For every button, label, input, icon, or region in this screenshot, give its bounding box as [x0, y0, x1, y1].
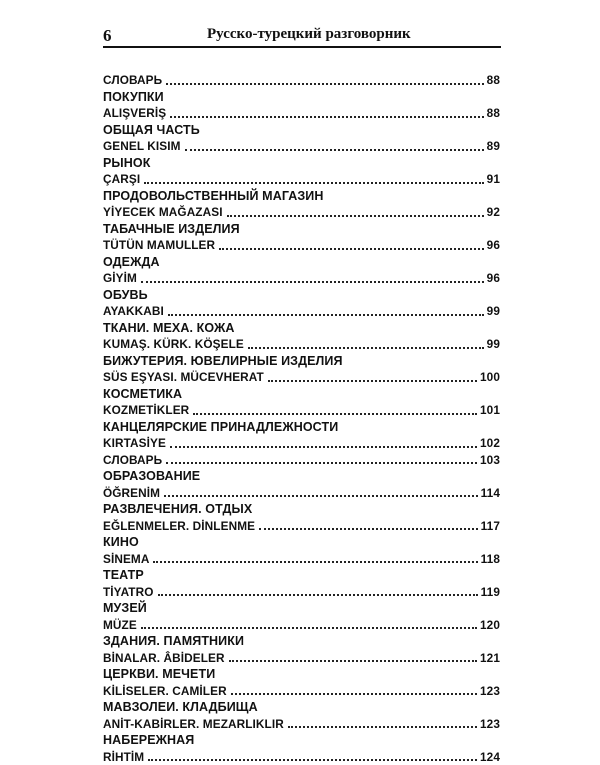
toc-entry-title: KİLİSELER. CAMİLER — [103, 683, 227, 700]
toc-section-heading: ТКАНИ. МЕХА. КОЖА — [103, 320, 500, 337]
toc-section-heading: ОБУВЬ — [103, 287, 500, 304]
toc-page-number: 117 — [481, 518, 500, 535]
toc-page-number: 100 — [480, 369, 500, 386]
toc-section-heading: РЫНОК — [103, 155, 500, 172]
toc-leader-line — [103, 518, 500, 535]
dot-leader — [288, 726, 477, 728]
toc-entry-title: СЛОВАРЬ — [103, 452, 162, 469]
toc-leader-line — [103, 237, 500, 254]
toc-page-number: 119 — [481, 584, 500, 601]
dot-leader — [229, 660, 477, 662]
toc-section-heading: КАНЦЕЛЯРСКИЕ ПРИНАДЛЕЖНОСТИ — [103, 419, 500, 436]
toc-section-heading: ПОКУПКИ — [103, 89, 500, 106]
toc-entry-title: ALIŞVERİŞ — [103, 105, 166, 122]
toc-entry-title: СЛОВАРЬ — [103, 72, 162, 89]
toc-page-number: 102 — [480, 435, 500, 452]
toc-page-number: 91 — [487, 171, 500, 188]
toc-entry-title: SİNEMA — [103, 551, 149, 568]
toc-entry — [103, 386, 500, 419]
toc-leader-line — [103, 369, 500, 386]
table-of-contents — [103, 72, 500, 765]
toc-page-number: 114 — [481, 485, 500, 502]
toc-entry-title: TİYATRO — [103, 584, 154, 601]
toc-entry-title: AYAKKABI — [103, 303, 164, 320]
dot-leader — [185, 149, 484, 151]
toc-entry-title: YİYECEK MAĞAZASI — [103, 204, 223, 221]
dot-leader — [144, 182, 483, 184]
toc-section-heading: ТЕАТР — [103, 567, 500, 584]
toc-entry — [103, 221, 500, 254]
toc-leader-line — [103, 452, 500, 469]
toc-page-number: 101 — [480, 402, 500, 419]
toc-entry-title: TÜTÜN MAMULLER — [103, 237, 215, 254]
toc-section-heading: НАБЕРЕЖНАЯ — [103, 732, 500, 749]
toc-page-number: 123 — [480, 716, 500, 733]
toc-page-number: 88 — [487, 105, 500, 122]
dot-leader — [164, 495, 478, 497]
toc-entry — [103, 534, 500, 567]
page-number: 6 — [103, 26, 112, 46]
dot-leader — [158, 594, 478, 596]
toc-entry-title: KOZMETİKLER — [103, 402, 189, 419]
toc-entry-title: KUMAŞ. KÜRK. KÖŞELE — [103, 336, 244, 353]
toc-page-number: 99 — [487, 336, 500, 353]
dot-leader — [170, 446, 477, 448]
toc-entry — [103, 452, 500, 469]
toc-section-heading: КОСМЕТИКА — [103, 386, 500, 403]
toc-leader-line — [103, 683, 500, 700]
toc-page-number: 124 — [480, 749, 500, 765]
dot-leader — [248, 347, 484, 349]
toc-leader-line — [103, 138, 500, 155]
toc-section-heading: РАЗВЛЕЧЕНИЯ. ОТДЫХ — [103, 501, 500, 518]
toc-page-number: 89 — [487, 138, 500, 155]
dot-leader — [141, 281, 484, 283]
toc-leader-line — [103, 617, 500, 634]
dot-leader — [148, 759, 477, 761]
toc-section-heading: ПРОДОВОЛЬСТВЕННЫЙ МАГАЗИН — [103, 188, 500, 205]
toc-leader-line — [103, 584, 500, 601]
toc-section-heading: ОБРАЗОВАНИЕ — [103, 468, 500, 485]
dot-leader — [168, 314, 484, 316]
toc-section-heading: ОБЩАЯ ЧАСТЬ — [103, 122, 500, 139]
toc-section-heading: ЗДАНИЯ. ПАМЯТНИКИ — [103, 633, 500, 650]
toc-entry — [103, 254, 500, 287]
toc-leader-line — [103, 204, 500, 221]
toc-entry — [103, 72, 500, 89]
dot-leader — [141, 627, 477, 629]
toc-entry — [103, 666, 500, 699]
dot-leader — [193, 413, 477, 415]
toc-entry-title: GENEL KISIM — [103, 138, 181, 155]
toc-leader-line — [103, 171, 500, 188]
toc-entry-title: ÇARŞI — [103, 171, 140, 188]
dot-leader — [231, 693, 477, 695]
toc-section-heading: МАВЗОЛЕИ. КЛАДБИЩА — [103, 699, 500, 716]
dot-leader — [170, 116, 483, 118]
toc-leader-line — [103, 435, 500, 452]
dot-leader — [219, 248, 484, 250]
toc-entry — [103, 732, 500, 765]
toc-entry — [103, 600, 500, 633]
toc-page-number: 96 — [487, 270, 500, 287]
toc-leader-line — [103, 749, 500, 765]
toc-entry — [103, 419, 500, 452]
toc-section-heading: МУЗЕЙ — [103, 600, 500, 617]
toc-leader-line — [103, 105, 500, 122]
toc-entry-title: KIRTASİYE — [103, 435, 166, 452]
page-header — [103, 24, 501, 48]
toc-section-heading: БИЖУТЕРИЯ. ЮВЕЛИРНЫЕ ИЗДЕЛИЯ — [103, 353, 500, 370]
toc-entry-title: GİYİM — [103, 270, 137, 287]
toc-leader-line — [103, 716, 500, 733]
toc-entry — [103, 122, 500, 155]
toc-page-number: 96 — [487, 237, 500, 254]
toc-entry — [103, 567, 500, 600]
toc-page-number: 120 — [480, 617, 500, 634]
toc-entry-title: ÖĞRENİM — [103, 485, 160, 502]
toc-entry — [103, 320, 500, 353]
toc-page-number: 88 — [487, 72, 500, 89]
toc-page-number: 103 — [480, 452, 500, 469]
toc-section-heading: ОДЕЖДА — [103, 254, 500, 271]
toc-page-number: 92 — [487, 204, 500, 221]
toc-entry — [103, 633, 500, 666]
toc-leader-line — [103, 336, 500, 353]
toc-leader-line — [103, 650, 500, 667]
toc-entry — [103, 155, 500, 188]
toc-entry-title: MÜZE — [103, 617, 137, 634]
toc-page-number: 123 — [480, 683, 500, 700]
toc-leader-line — [103, 303, 500, 320]
toc-entry-title: RİHTİM — [103, 749, 144, 765]
toc-entry — [103, 353, 500, 386]
toc-section-heading: ТАБАЧНЫЕ ИЗДЕЛИЯ — [103, 221, 500, 238]
toc-entry — [103, 501, 500, 534]
toc-leader-line — [103, 485, 500, 502]
dot-leader — [259, 528, 478, 530]
toc-entry-title: ANİT-KABİRLER. MEZARLIKLIR — [103, 716, 284, 733]
toc-leader-line — [103, 270, 500, 287]
toc-section-heading: КИНО — [103, 534, 500, 551]
toc-entry — [103, 188, 500, 221]
toc-leader-line — [103, 402, 500, 419]
dot-leader — [166, 462, 477, 464]
toc-page-number: 118 — [481, 551, 500, 568]
toc-entry — [103, 287, 500, 320]
dot-leader — [153, 561, 477, 563]
dot-leader — [166, 83, 483, 85]
dot-leader — [268, 380, 477, 382]
toc-entry — [103, 699, 500, 732]
toc-page-number: 121 — [480, 650, 500, 667]
toc-entry-title: SÜS EŞYASI. MÜCEVHERAT — [103, 369, 264, 386]
toc-section-heading: ЦЕРКВИ. МЕЧЕТИ — [103, 666, 500, 683]
toc-entry-title: EĞLENMELER. DİNLENME — [103, 518, 255, 535]
running-title: Русско-турецкий разговорник — [207, 26, 411, 43]
dot-leader — [227, 215, 484, 217]
toc-entry — [103, 89, 500, 122]
toc-entry-title: BİNALAR. ÂBİDELER — [103, 650, 225, 667]
toc-leader-line — [103, 72, 500, 89]
toc-leader-line — [103, 551, 500, 568]
toc-page-number: 99 — [487, 303, 500, 320]
toc-entry — [103, 468, 500, 501]
